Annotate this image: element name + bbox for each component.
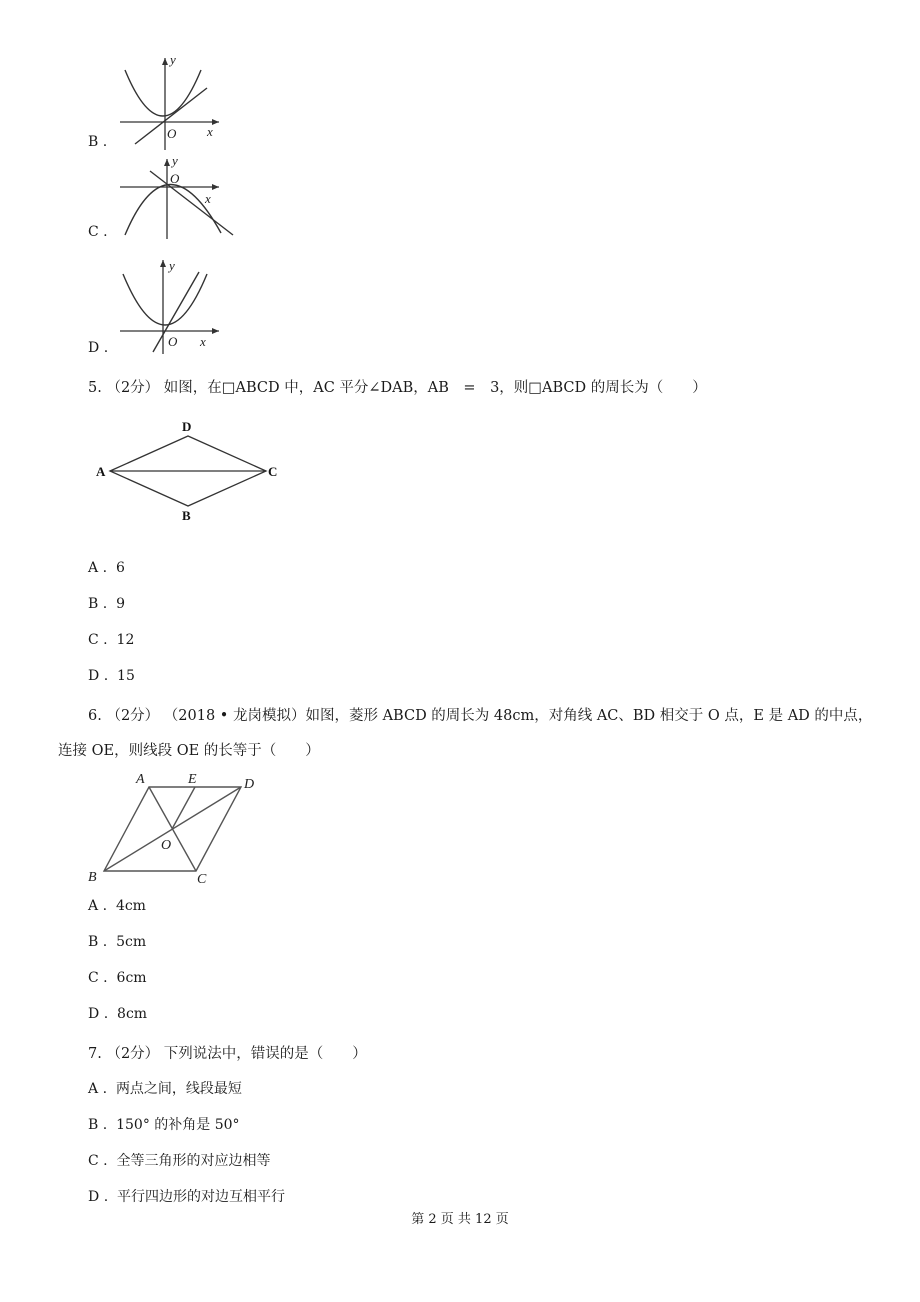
option-dot: . [103,340,109,356]
option-value: 12 [116,632,135,648]
q4-graph-d [115,256,225,356]
q5-stem [88,376,707,397]
option-dot: . [103,1006,109,1022]
option-dot: . [102,898,108,914]
vertex-b-label: B [182,508,191,523]
q4-option-d[interactable] [88,340,108,356]
question-score: （2分） [106,1046,160,1062]
page-footer [0,1208,920,1227]
question-text: 连接 OE，则线段 OE 的长等于（ ） [58,743,320,759]
question-text: （2018 • 龙岗模拟）如图，菱形 ABCD 的周长为 48cm，对角线 AC、BD 相交于 O 点，E 是 AD 的中点， [163,708,873,724]
point-e-label: E [188,772,197,787]
q6-stem-line1 [88,704,872,725]
option-letter: D [88,668,100,684]
option-value: 150° 的补角是 50° [116,1117,240,1133]
q5-option-b[interactable] [88,596,125,612]
q4-graph-c [115,155,225,240]
option-letter: D [88,1006,100,1022]
option-value: 9 [116,596,126,612]
q6-stem-line2 [58,739,320,760]
origin-label: O [167,126,177,141]
q6-option-c[interactable] [88,970,147,986]
q4-option-b[interactable] [88,134,107,150]
option-value: 15 [117,668,135,684]
option-dot: . [103,1153,108,1169]
option-dot: . [103,632,108,648]
option-dot: . [102,934,108,950]
option-dot: . [102,560,108,576]
x-axis-label: x [207,124,213,139]
option-value: 两点之间，线段最短 [115,1081,242,1097]
y-axis-label: y [172,153,178,168]
question-number: 7. [88,1046,102,1062]
vertex-c-label: C [268,464,278,479]
x-axis-label: x [200,334,206,349]
option-letter: A [88,898,99,914]
option-letter: B [88,1117,99,1133]
option-value: 4cm [115,898,146,914]
option-value: 6cm [116,970,147,986]
q5-option-a[interactable] [88,560,125,576]
option-dot: . [102,596,108,612]
option-dot: . [102,1081,108,1097]
option-dot: . [103,1189,109,1205]
option-dot: . [103,224,108,240]
x-axis-label: x [205,191,211,206]
q6-option-a[interactable] [88,898,146,914]
vertex-a-label: A [96,464,106,479]
origin-label: O [170,171,180,186]
option-letter: C [88,970,99,986]
option-dot: . [103,668,109,684]
vertex-c-label: C [197,872,207,887]
option-value: 5cm [116,934,147,950]
option-letter: D [88,340,100,356]
q7-option-d[interactable] [88,1186,285,1206]
option-letter: B [88,134,99,150]
q7-option-a[interactable] [88,1078,242,1098]
q4-graph-b [115,52,225,152]
option-value: 8cm [117,1006,148,1022]
q6-rhombus-figure [84,768,264,888]
y-axis-label: y [170,52,176,67]
option-letter: D [88,1189,100,1205]
question-score: （2分） [106,380,160,396]
vertex-b-label: B [88,870,97,885]
option-letter: C [88,224,99,240]
option-letter: C [88,1153,99,1169]
question-text: 下列说法中，错误的是（ ） [163,1046,367,1062]
q5-parallelogram-figure [92,416,292,526]
q6-option-b[interactable] [88,934,146,950]
question-text: 如图，在□ABCD 中，AC 平分∠DAB，AB = 3，则□ABCD 的周长为（ ） [163,380,707,396]
point-o-label: O [161,838,172,853]
option-letter: A [88,560,99,576]
q7-option-b[interactable] [88,1114,240,1134]
vertex-d-label: D [182,419,192,434]
option-letter: C [88,632,99,648]
q7-option-c[interactable] [88,1150,271,1170]
origin-label: O [168,334,178,349]
option-letter: B [88,596,99,612]
option-letter: A [88,1081,99,1097]
option-letter: B [88,934,99,950]
option-dot: . [103,970,108,986]
vertex-a-label: A [136,772,145,787]
q5-option-d[interactable] [88,668,135,684]
option-value: 全等三角形的对应边相等 [116,1153,271,1169]
q7-stem [88,1042,367,1063]
y-axis-label: y [169,258,175,273]
question-number: 6. [88,708,102,724]
q6-option-d[interactable] [88,1006,147,1022]
question-score: （2分） [106,708,160,724]
q5-option-c[interactable] [88,632,134,648]
option-dot: . [102,1117,108,1133]
page-number-text: 第 2 页 共 12 页 [411,1212,509,1227]
question-number: 5. [88,380,102,396]
option-dot: . [102,134,108,150]
q4-option-c[interactable] [88,224,108,240]
option-value: 平行四边形的对边互相平行 [117,1189,286,1205]
vertex-d-label: D [244,777,255,792]
option-value: 6 [115,560,125,576]
